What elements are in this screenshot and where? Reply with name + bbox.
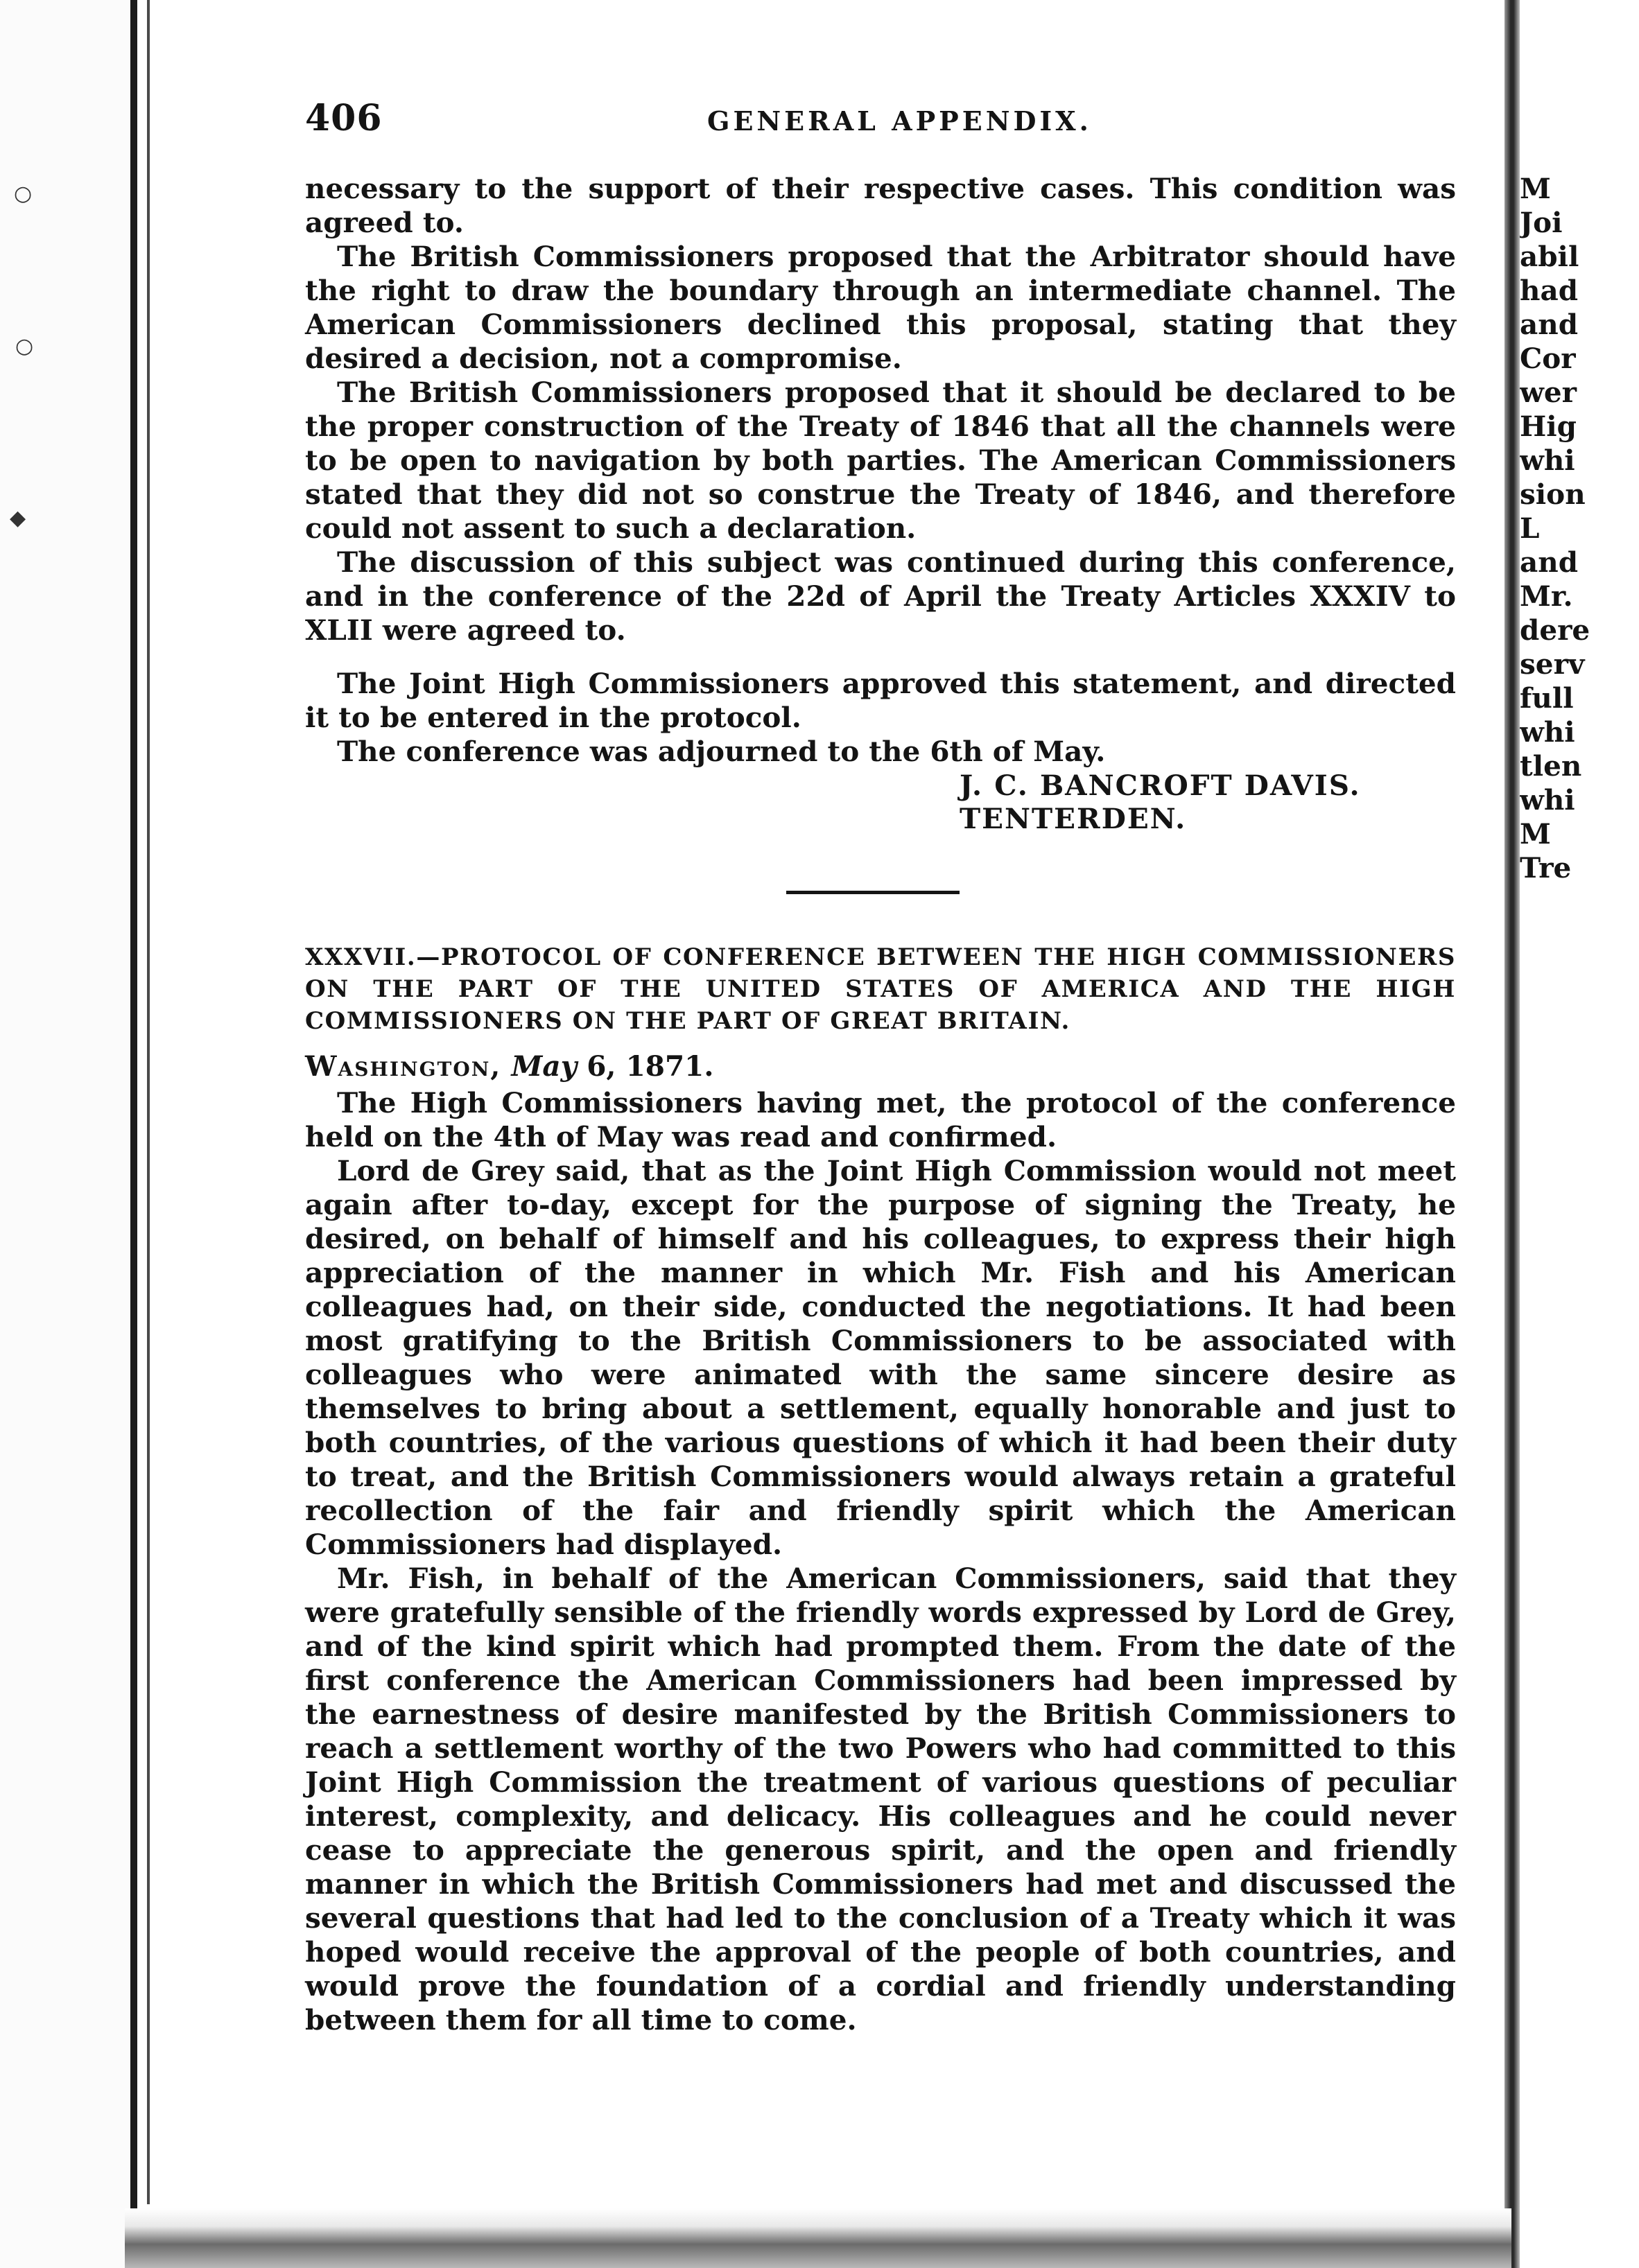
paragraph: The British Commissioners proposed that it should be declared to be the proper construction of the Treaty of 1846 that all the channels were to be open to navigation by both parties. The American Commissioners stated that they did not so construe the Treaty of 1846, and therefore could not assent to such a declaration.: [305, 376, 1456, 545]
fragment-line: full: [1520, 681, 1574, 715]
book-gutter: [1504, 0, 1520, 2268]
margin-mark: ○: [15, 334, 34, 358]
section-title: XXXVII.—PROTOCOL OF CONFERENCE BETWEEN THE HIGH COMMISSIONERS ON THE PART OF THE UNITED STATES OF AMERICA AND THE HIGH COMMISSIONERS ON THE PART OF GREAT BRITAIN.: [305, 943, 1456, 1035]
paragraph: The conference was adjourned to the 6th of May.: [337, 735, 1106, 768]
signatures: [960, 769, 1456, 835]
fragment-line: whi: [1520, 715, 1575, 749]
signature-tenterden: TENTERDEN.: [960, 802, 1187, 835]
page-bottom-edge: [125, 2208, 1511, 2268]
paragraph: Lord de Grey said, that as the Joint High Commission would not meet again after to-day, except for the purpose of signing the Treaty, he desired, on behalf of himself and his colleagues, to express their high appreciation of the manner in which Mr. Fish and his American colleagues had, on their side, conducted the negotiations. It had been most gratifying to the British Commissioners to be associated with colleagues who were animated with the same sincere desire as themselves to bring about a settlement, equally honorable and just to both countries, of the various questions of which it had been their duty to treat, and the British Commissioners would always retain a grateful recollection of the fair and friendly spirit which the American Commissioners had displayed.: [305, 1154, 1456, 1561]
fragment-line: sion: [1520, 478, 1586, 511]
fragment-line: and: [1520, 308, 1579, 341]
binding-rule: [130, 0, 137, 2268]
fragment-line: L: [1520, 512, 1540, 545]
paragraph: The British Commissioners proposed that the Arbitrator should have the right to draw the boundary through an intermediate channel. The American Commissioners declined this proposal, stating that they desired a decision, not a compromise.: [305, 240, 1456, 375]
fragment-line: M: [1520, 817, 1551, 850]
fragment-line: M: [1520, 172, 1551, 205]
fragment-line: Mr.: [1520, 579, 1573, 613]
section-divider: [786, 891, 960, 894]
paragraph: The High Commissioners having met, the protocol of the conference held on the 4th of May was read and confirmed.: [305, 1086, 1456, 1153]
page-number: 406: [305, 97, 383, 139]
fragment-line: whi: [1520, 783, 1575, 817]
fragment-line: and: [1520, 546, 1579, 579]
paragraph: Mr. Fish, in behalf of the American Commissioners, said that they were gratefully sensible of the friendly words expressed by Lord de Grey, and of the kind spirit which had prompted them. From the date of the first conference the American Commissioners had been impressed by the earnestness of desire manifested by the British Commissioners to reach a settlement worthy of the two Powers who had committed to this Joint High Commission the treatment of various questions of peculiar interest, complexity, and delicacy. His colleagues and he could never cease to appreciate the generous spirit, and the open and friendly manner in which the British Commissioners had met and discussed the several questions that had led to the conclusion of a Treaty which it was hoped would receive the approval of the people of both countries, and would prove the foundation of a cordial and friendly understanding between them for all time to come.: [305, 1562, 1456, 2036]
page-header: [305, 97, 1456, 146]
fragment-line: abil: [1520, 240, 1579, 273]
fragment-line: dere: [1520, 613, 1590, 647]
dateline-month: May: [511, 1049, 578, 1083]
fragment-line: Tre: [1520, 851, 1572, 884]
paragraph: necessary to the support of their respective cases. This condition was agreed to.: [305, 172, 1456, 239]
fragment-line: had: [1520, 274, 1579, 307]
paragraph: The Joint High Commissioners approved this statement, and directed it to be entered in the protocol.: [305, 667, 1456, 734]
dateline: [305, 1049, 1456, 1083]
dateline-day-year: 6, 1871.: [587, 1049, 714, 1083]
paragraph: The discussion of this subject was continued during this conference, and in the conference of the 22d of April the Treaty Articles XXXIV to XLII were agreed to.: [305, 546, 1456, 647]
signature-davis: J. C. BANCROFT DAVIS.: [960, 769, 1361, 802]
fragment-line: Cor: [1520, 342, 1576, 375]
fragment-line: Joi: [1520, 206, 1563, 239]
fragment-line: tlen: [1520, 749, 1582, 783]
fragment-line: Hig: [1520, 410, 1577, 443]
fragment-line: whi: [1520, 444, 1575, 477]
fragment-line: wer: [1520, 376, 1577, 409]
dateline-place: Washington,: [305, 1049, 502, 1083]
left-margin: [0, 0, 132, 2268]
facing-page-fragments: [1520, 172, 1639, 885]
running-head: GENERAL APPENDIX.: [707, 105, 1092, 137]
margin-mark: ◆: [10, 506, 26, 530]
page-body: [305, 172, 1456, 2037]
fragment-line: serv: [1520, 647, 1585, 681]
margin-mark: ○: [14, 182, 33, 206]
